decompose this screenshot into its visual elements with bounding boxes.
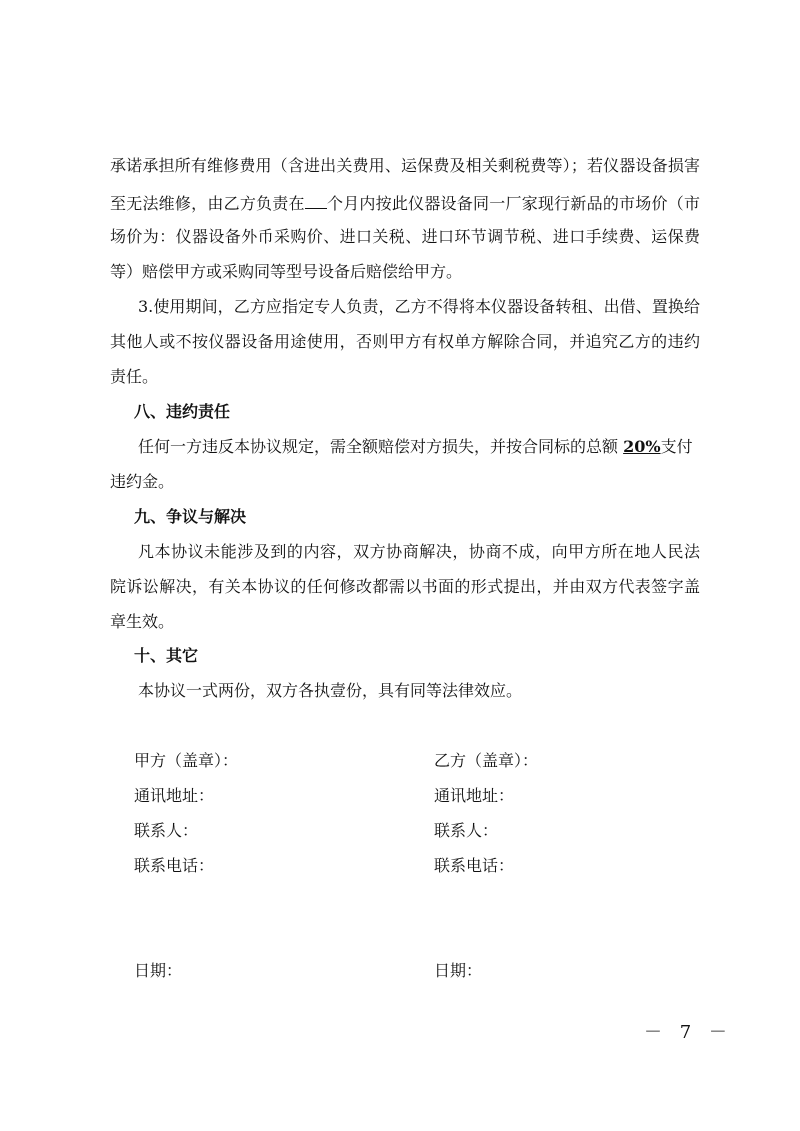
section-8-line: 违约金。 [110,472,175,491]
penalty-percentage: 20% [623,437,661,456]
section-heading-10: 十、其它 [134,646,199,665]
clause-text-line: 承诺承担所有维修费用（含进出关费用、运保费及相关剩税费等）；若仪器设备损害 [110,156,700,175]
clause-3-line: 3.使用期间，乙方应指定专人负责，乙方不得将本仪器设备转租、出借、置换给 [138,297,700,316]
page-number: － 7 － [644,1022,733,1043]
section-8-text: 任何一方违反本协议规定，需全额赔偿对方损失，并按合同标的总额 [138,437,619,456]
section-8-line [138,437,700,457]
party-b-seal-label: 乙方（盖章）： [434,751,539,770]
section-8-text: 支付 [660,437,693,456]
section-9-line: 章生效。 [110,612,175,631]
section-9-line: 凡本协议未能涉及到的内容，双方协商解决，协商不成，向甲方所在地人民法 [138,542,700,561]
clause-3-line: 责任。 [110,367,159,386]
section-heading-9: 九、争议与解决 [134,507,247,526]
party-a-seal-label: 甲方（盖章）： [134,751,239,770]
party-a-address-label: 通讯地址： [134,786,215,805]
party-b-phone-label: 联系电话： [434,856,515,875]
party-b-contact-label: 联系人： [434,821,499,840]
clause-text-line: 场价为：仪器设备外币采购价、进口关税、进口环节调节税、进口手续费、运保费 [110,227,700,246]
party-b-date-label: 日期： [434,961,483,980]
section-9-line: 院诉讼解决，有关本协议的任何修改都需以书面的形式提出，并由双方代表签字盖 [110,577,700,596]
party-b-address-label: 通讯地址： [434,786,515,805]
months-blank [305,192,327,209]
clause-text-line [110,192,700,214]
clause-text-fragment: 个月内按此仪器设备同一厂家现行新品的市场价（市 [326,194,700,213]
party-a-phone-label: 联系电话： [134,856,215,875]
section-10-line: 本协议一式两份，双方各执壹份，具有同等法律效应。 [138,681,523,700]
party-a-contact-label: 联系人： [134,821,199,840]
clause-text-line: 等）赔偿甲方或采购同等型号设备后赔偿给甲方。 [110,262,463,281]
section-heading-8: 八、违约责任 [134,402,231,421]
clause-text-fragment: 至无法维修，由乙方负责在 [110,194,305,213]
clause-3-line: 其他人或不按仪器设备用途使用，否则甲方有权单方解除合同，并追究乙方的违约 [110,332,700,351]
party-a-date-label: 日期： [134,961,183,980]
